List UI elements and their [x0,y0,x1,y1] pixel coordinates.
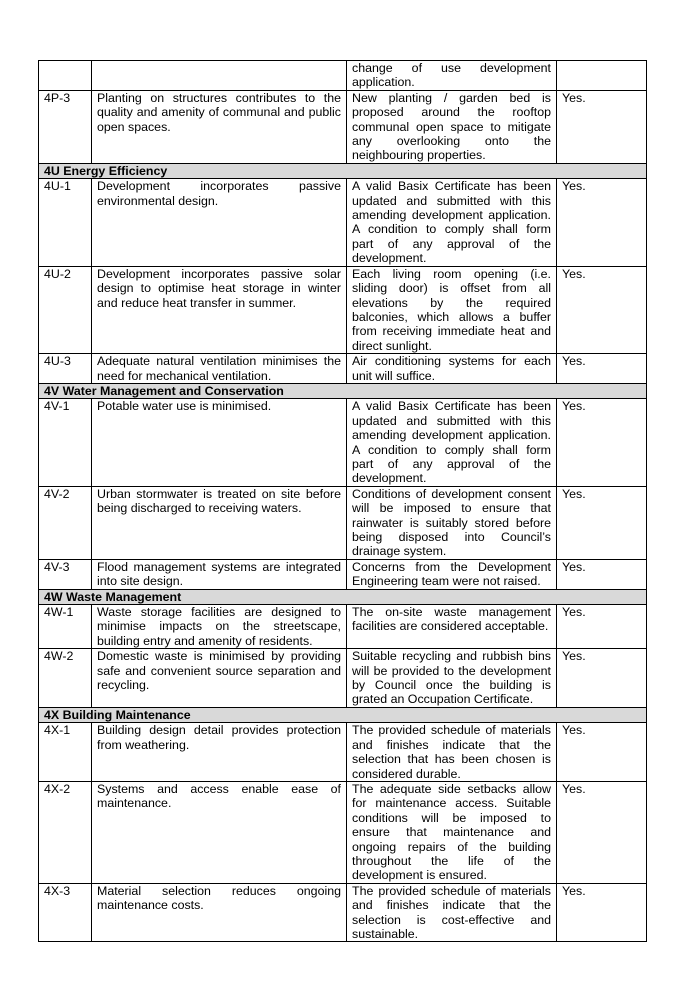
table-row [39,179,647,266]
compliance-cell: Yes. [557,605,647,649]
assessment-cell: Suitable recycling and rubbish bins will be provided to the development by Council once the building is grated an Occupation Certificate. [347,649,557,708]
section-header-row [39,163,647,178]
assessment-cell: Each living room opening (i.e. sliding door) is offset from all elevations by the required balconies, which allows a buffer from receiving immediate heat and direct sunlight. [347,266,557,353]
section-title: 4X Building Maintenance [39,707,647,722]
compliance-cell: Yes. [557,486,647,559]
control-code-cell: 4V-3 [39,559,92,589]
objective-cell: Adequate natural ventilation minimises the need for mechanical ventilation. [92,354,347,384]
assessment-cell: A valid Basix Certificate has been updated and submitted with this amending development application. A condition to comply shall form part of any approval of the development. [347,399,557,486]
compliance-cell: Yes. [557,354,647,384]
objective-cell: Flood management systems are integrated into site design. [92,559,347,589]
compliance-cell: Yes. [557,723,647,782]
table-row [39,883,647,942]
control-code-cell: 4X-2 [39,781,92,883]
assessment-table-body [39,61,647,942]
control-code-cell: 4X-3 [39,883,92,942]
assessment-cell: A valid Basix Certificate has been updated and submitted with this amending development application. A condition to comply shall form part of any approval of the development. [347,179,557,266]
section-title: 4U Energy Efficiency [39,163,647,178]
section-header-row [39,383,647,398]
compliance-cell [557,61,647,91]
section-header-row [39,707,647,722]
table-row [39,781,647,883]
control-code-cell: 4U-3 [39,354,92,384]
control-code-cell [39,61,92,91]
objective-cell: Potable water use is minimised. [92,399,347,486]
assessment-cell: Conditions of development consent will be imposed to ensure that rainwater is suitably stored before being disposed into Council’s drainage system. [347,486,557,559]
objective-cell [92,61,347,91]
table-row [39,486,647,559]
assessment-cell: The provided schedule of materials and finishes indicate that the selection that has been chosen is considered durable. [347,723,557,782]
objective-cell: Building design detail provides protection from weathering. [92,723,347,782]
control-code-cell: 4X-1 [39,723,92,782]
compliance-cell: Yes. [557,266,647,353]
control-code-cell: 4W-2 [39,649,92,708]
control-code-cell: 4V-2 [39,486,92,559]
assessment-table [38,60,647,942]
table-row [39,61,647,91]
objective-cell: Material selection reduces ongoing maintenance costs. [92,883,347,942]
compliance-cell: Yes. [557,559,647,589]
table-row [39,605,647,649]
compliance-cell: Yes. [557,883,647,942]
section-title: 4V Water Management and Conservation [39,383,647,398]
table-row [39,649,647,708]
objective-cell: Urban stormwater is treated on site before being discharged to receiving waters. [92,486,347,559]
compliance-cell: Yes. [557,90,647,163]
objective-cell: Domestic waste is minimised by providing safe and convenient source separation and recycling. [92,649,347,708]
control-code-cell: 4V-1 [39,399,92,486]
objective-cell: Development incorporates passive environmental design. [92,179,347,266]
compliance-cell: Yes. [557,781,647,883]
assessment-cell: Air conditioning systems for each unit will suffice. [347,354,557,384]
table-row [39,90,647,163]
control-code-cell: 4P-3 [39,90,92,163]
compliance-cell: Yes. [557,649,647,708]
assessment-cell: Concerns from the Development Engineering team were not raised. [347,559,557,589]
compliance-cell: Yes. [557,179,647,266]
table-row [39,723,647,782]
control-code-cell: 4U-2 [39,266,92,353]
objective-cell: Development incorporates passive solar design to optimise heat storage in winter and reduce heat transfer in summer. [92,266,347,353]
section-header-row [39,589,647,604]
table-row [39,266,647,353]
control-code-cell: 4U-1 [39,179,92,266]
section-title: 4W Waste Management [39,589,647,604]
objective-cell: Waste storage facilities are designed to minimise impacts on the streetscape, building entry and amenity of residents. [92,605,347,649]
table-row [39,399,647,486]
compliance-cell: Yes. [557,399,647,486]
assessment-cell: New planting / garden bed is proposed around the rooftop communal open space to mitigate any overlooking onto the neighbouring properties. [347,90,557,163]
assessment-cell: The on-site waste management facilities are considered acceptable. [347,605,557,649]
assessment-cell: The adequate side setbacks allow for maintenance access. Suitable conditions will be imposed to ensure that maintenance and ongoing repairs of the building throughout the life of the development is ensured. [347,781,557,883]
objective-cell: Systems and access enable ease of maintenance. [92,781,347,883]
assessment-cell: The provided schedule of materials and finishes indicate that the selection is cost-effective and sustainable. [347,883,557,942]
control-code-cell: 4W-1 [39,605,92,649]
table-row [39,354,647,384]
objective-cell: Planting on structures contributes to the quality and amenity of communal and public open spaces. [92,90,347,163]
assessment-cell: change of use development application. [347,61,557,91]
table-row [39,559,647,589]
